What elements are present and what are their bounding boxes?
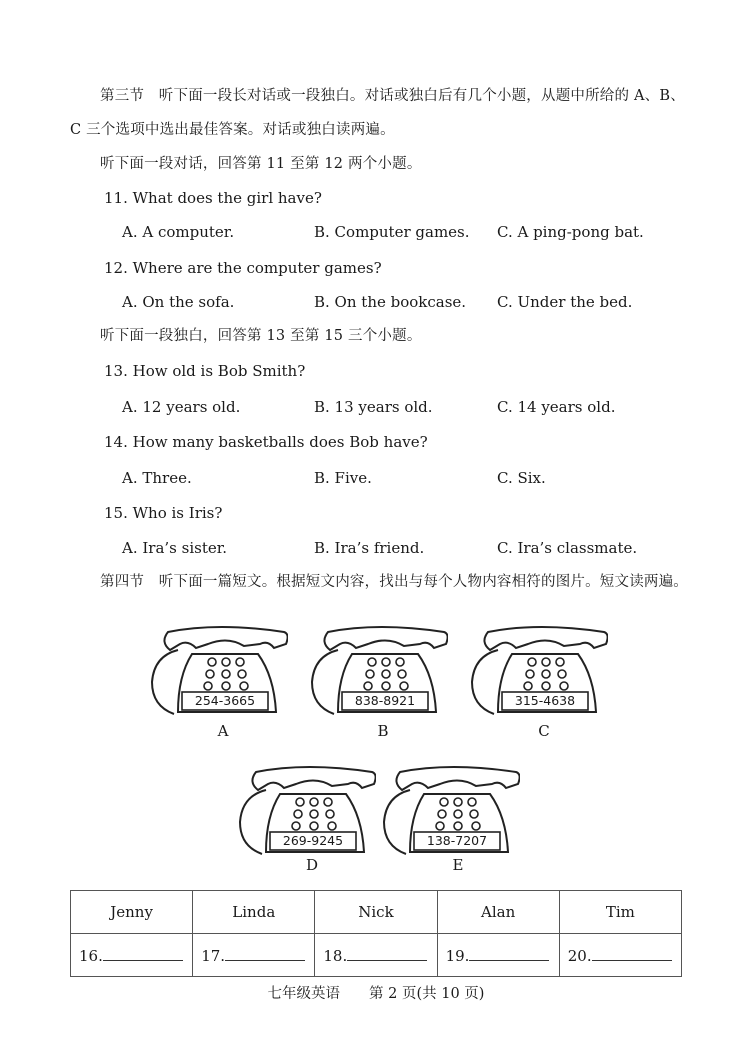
slot-number: 17.: [201, 946, 226, 965]
slot-number: 18.: [323, 946, 348, 965]
answer-blank[interactable]: [225, 946, 305, 961]
phone-picture-c: [468, 626, 608, 722]
answer-blank[interactable]: [347, 946, 427, 961]
phone-number-a: 254-3665: [194, 693, 256, 708]
answer-slot-20[interactable]: [559, 934, 681, 977]
q12-option-a[interactable]: A. On the sofa.: [122, 293, 235, 311]
dialog-instruction: 听下面一段对话，回答第 11 至第 12 两个小题。: [100, 156, 422, 172]
slot-number: 16.: [79, 946, 103, 965]
answer-blank[interactable]: [103, 946, 183, 961]
q15-option-a[interactable]: A. Ira’s sister.: [122, 539, 228, 557]
q14-option-a[interactable]: A. Three.: [122, 469, 192, 487]
page-footer: 七年级英语 第 2 页(共 10 页): [267, 986, 485, 1002]
monologue-instruction: 听下面一段独白，回答第 13 至第 15 三个小题。: [100, 328, 422, 344]
q11-option-b[interactable]: B. Computer games.: [314, 223, 470, 241]
q13-option-a[interactable]: A. 12 years old.: [122, 398, 241, 416]
q13-option-c[interactable]: C. 14 years old.: [497, 398, 616, 416]
q12-option-b[interactable]: B. On the bookcase.: [314, 293, 467, 311]
phone-label-a: A: [217, 722, 229, 740]
q15-option-c[interactable]: C. Ira’s classmate.: [497, 539, 638, 557]
phone-picture-d: [236, 766, 376, 862]
q15-option-b[interactable]: B. Ira’s friend.: [314, 539, 425, 557]
question-11: 11. What does the girl have?: [104, 189, 322, 207]
slot-number: 19.: [445, 946, 470, 965]
phone-number-c: 315-4638: [514, 693, 576, 708]
answer-slot-17[interactable]: [193, 934, 315, 977]
phone-picture-a: [148, 626, 288, 722]
answer-blank[interactable]: [592, 946, 672, 961]
slot-number: 20.: [567, 946, 592, 965]
name-cell-nick: Nick: [315, 891, 437, 934]
phone-label-d: D: [305, 856, 319, 874]
table-row-answers: [71, 934, 682, 977]
phone-number-b: 838-8921: [354, 693, 416, 708]
question-13: 13. How old is Bob Smith?: [104, 362, 306, 380]
phone-label-c: C: [538, 722, 550, 740]
name-cell-linda: Linda: [193, 891, 315, 934]
phone-picture-e: [380, 766, 520, 862]
phone-picture-b: [308, 626, 448, 722]
section3-heading-line1: 第三节 听下面一段长对话或一段独白。对话或独白后有几个小题，从题中所给的 A、B、: [100, 88, 685, 104]
section3-heading-line2: C 三个选项中选出最佳答案。对话或独白读两遍。: [70, 122, 395, 138]
answer-slot-16[interactable]: [71, 934, 193, 977]
name-cell-jenny: Jenny: [71, 891, 193, 934]
q12-option-c[interactable]: C. Under the bed.: [497, 293, 633, 311]
q13-option-b[interactable]: B. 13 years old.: [314, 398, 433, 416]
q11-option-c[interactable]: C. A ping-pong bat.: [497, 223, 644, 241]
q14-option-c[interactable]: C. Six.: [497, 469, 546, 487]
phone-number-d: 269-9245: [282, 833, 344, 848]
answer-slot-18[interactable]: [315, 934, 437, 977]
phone-number-e: 138-7207: [426, 833, 488, 848]
answer-table: [70, 890, 682, 977]
phone-label-e: E: [452, 856, 464, 874]
q11-option-a[interactable]: A. A computer.: [122, 223, 235, 241]
name-cell-alan: Alan: [437, 891, 559, 934]
question-12: 12. Where are the computer games?: [104, 259, 382, 277]
section4-heading: 第四节 听下面一篇短文。根据短文内容，找出与每个人物内容相符的图片。短文读两遍。: [100, 574, 688, 590]
question-15: 15. Who is Iris?: [104, 504, 223, 522]
q14-option-b[interactable]: B. Five.: [314, 469, 372, 487]
question-14: 14. How many basketballs does Bob have?: [104, 433, 428, 451]
answer-slot-19[interactable]: [437, 934, 559, 977]
table-row-names: [71, 891, 682, 934]
name-cell-tim: Tim: [559, 891, 681, 934]
answer-blank[interactable]: [469, 946, 549, 961]
phone-label-b: B: [377, 722, 389, 740]
